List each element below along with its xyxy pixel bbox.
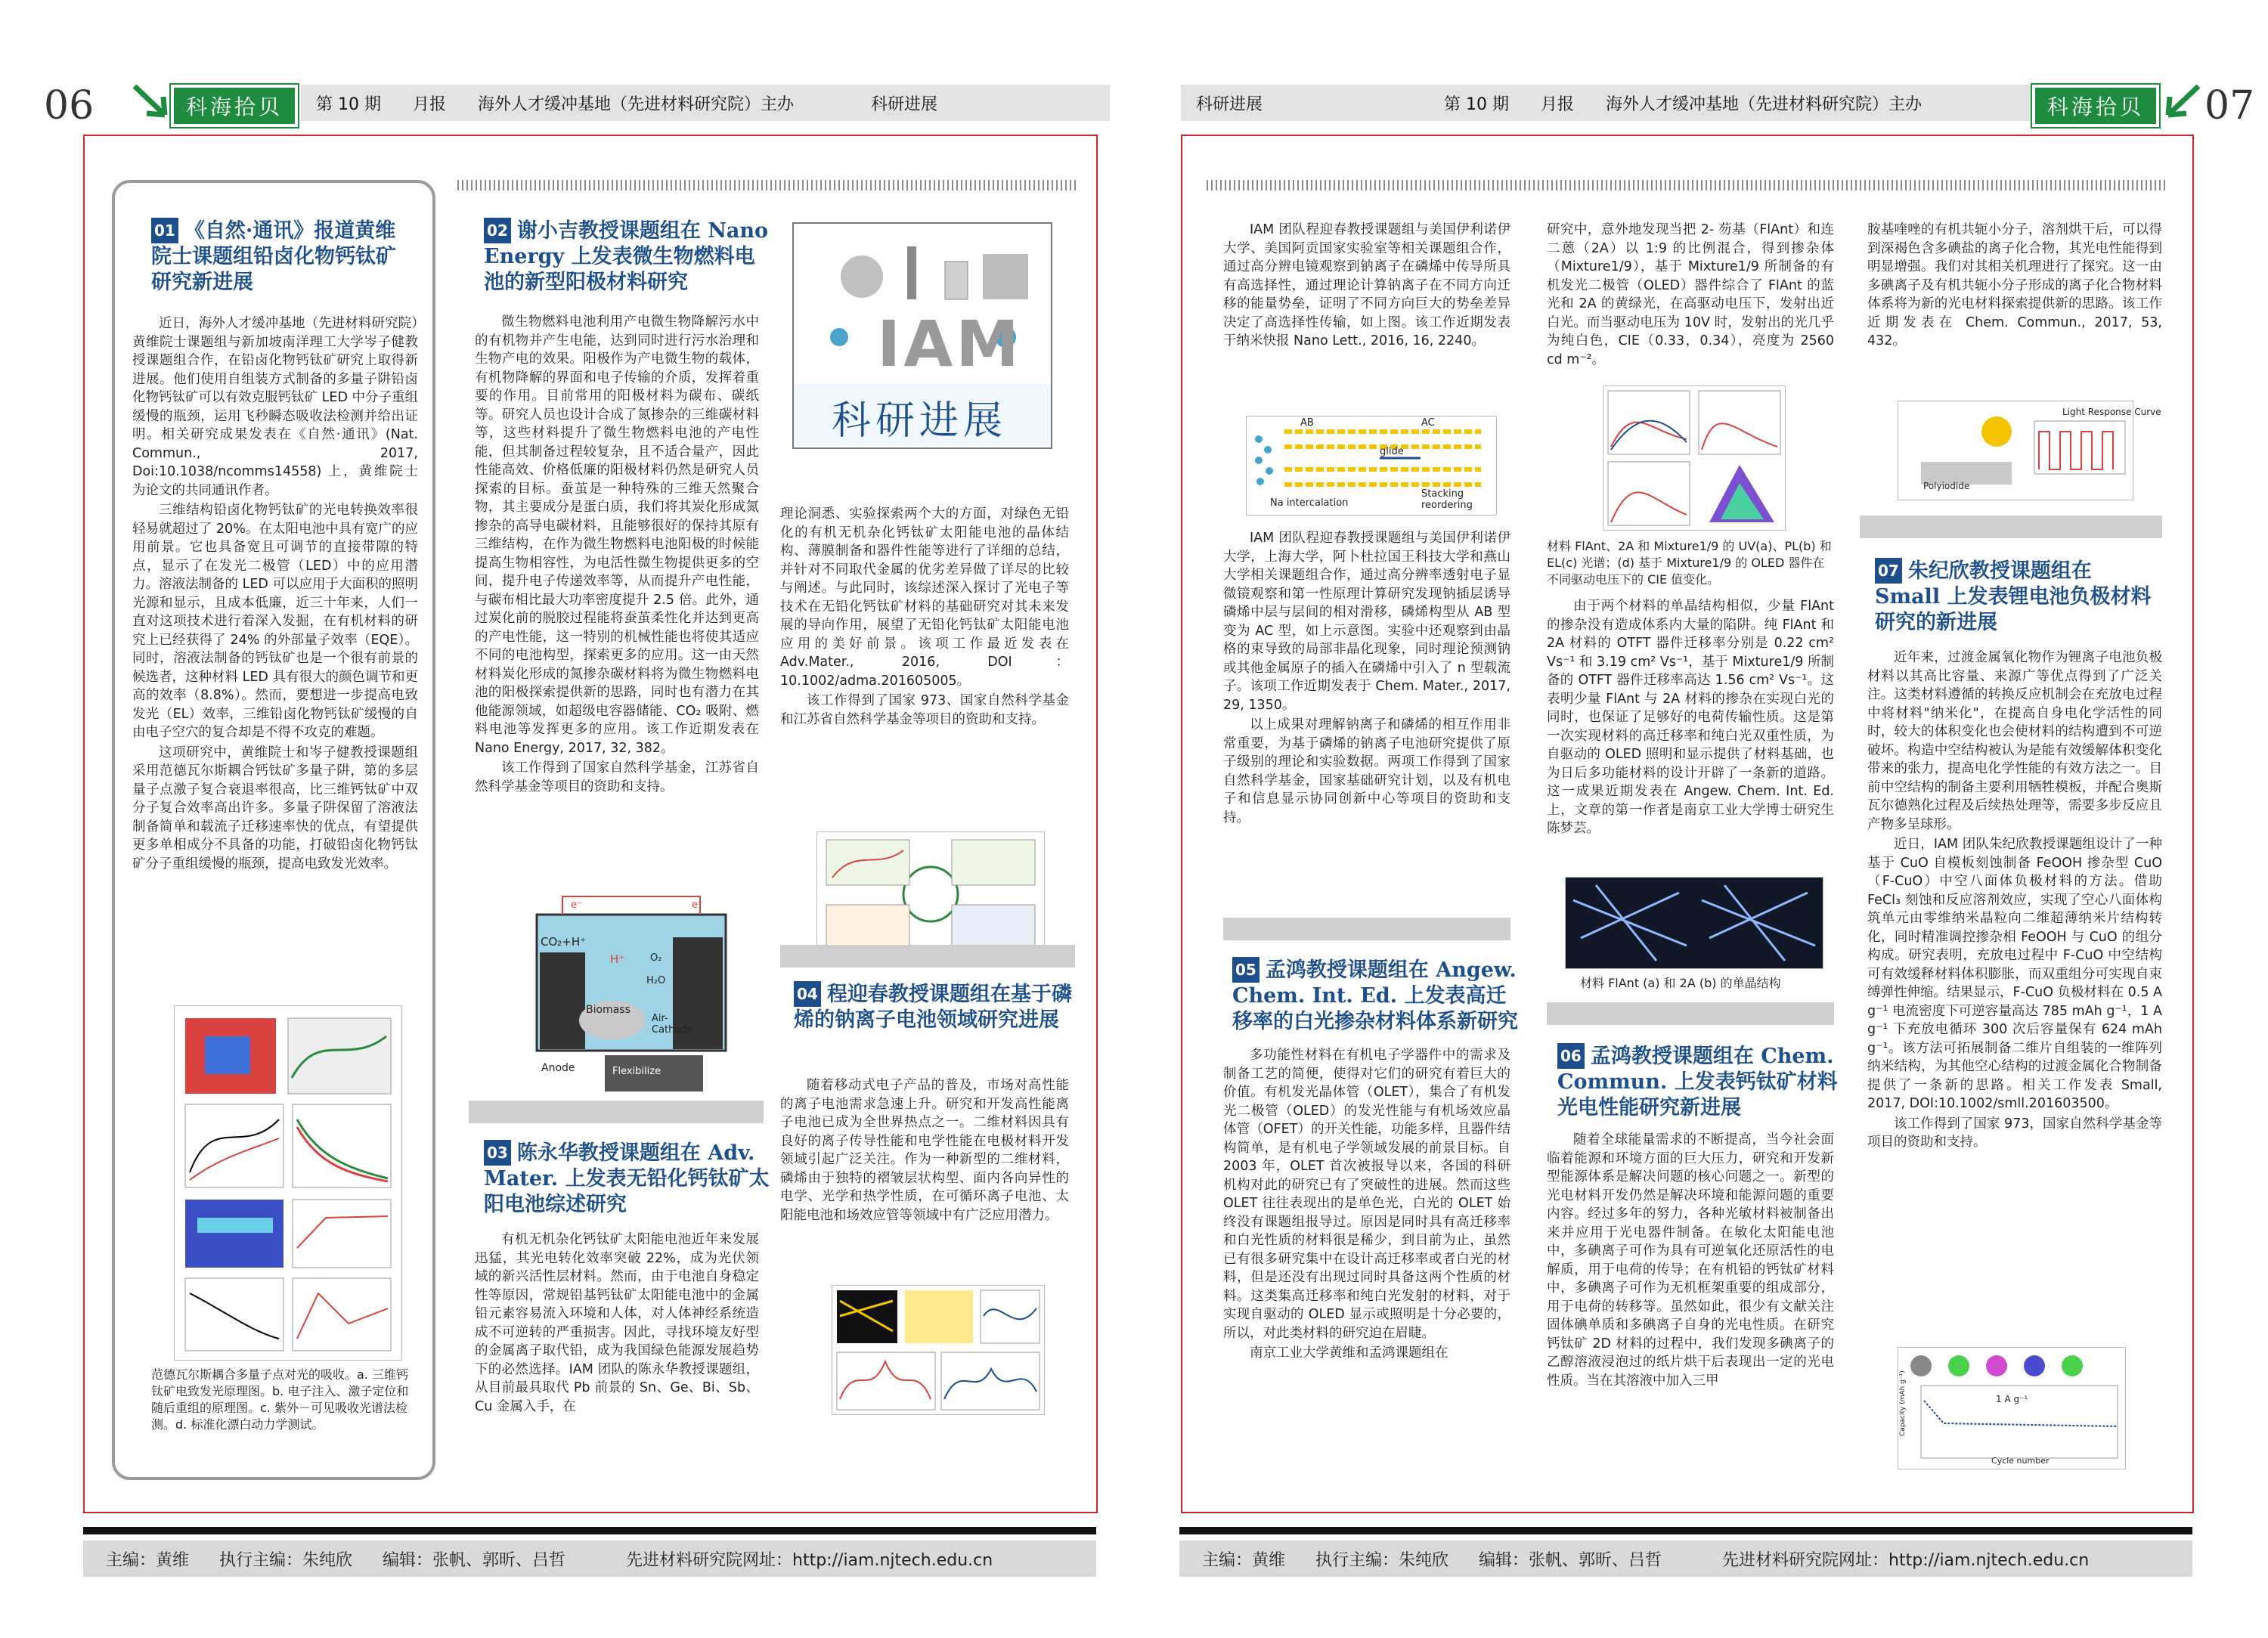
executive-editor: 执行主编：朱纯欣 bbox=[1315, 1550, 1449, 1570]
article-badge: 03 bbox=[484, 1140, 511, 1166]
gray-divider bbox=[780, 945, 1075, 968]
page-number: 06 bbox=[44, 83, 94, 129]
gray-divider bbox=[1223, 918, 1510, 940]
sponsor: 海外人才缓冲基地（先进材料研究院）主办 bbox=[478, 94, 795, 114]
fig-label-glide: glide bbox=[1380, 446, 1404, 457]
website-link[interactable]: 先进材料研究院网址：http://iam.njtech.edu.cn bbox=[626, 1550, 993, 1570]
paragraph: 微生物燃料电池利用产电微生物降解污水中的有机物并产生电能，达到同时进行污水治理和生物产电的效果。阳极作为产电微生物的载体，有机物降解的界面和电子传输的介质，发挥着重要的作用。目前常用的阳极材料为碳布、碳纸等。研究人员也设计合成了氮掺杂的三维碳材料等，这些材料提升了微生物燃料电池的产电性能，但其制备过程较复杂，且不适合量产，因此性能高效、价格低廉的阳极材料仍然是研究人员探索的目标。蚕茧是一种特殊的三维天然聚合物，其主要成分是蛋白质，我们将其炭化形成氮掺杂的高导电碳材料，且能够很好的保持其原有三维结构，在作为微生物燃料电池阳极的时候能提高生物相容性，为电活性微生物提供更多的空间，提升电子传递效率等，从而提升产电性能，与碳布相比最大功率密度提升 2.5 倍。此外，通过炭化前的脱胶过程能将蚕茧柔性化并达到更高的产电性能，这一特别的机械性能也将使其适应不同的电池构型，探索更多的应用。这一由天然材料炭化形成的氮掺杂碳材料将为微生物燃料电池的阳极探索提供新的思路，同时也有潜力在其他能源领域，如超级电容器储能、CO₂ 吸附、燃料电池等发挥更多的应用。该工作近期发表在 Nano Energy, 2017, 32, 382。 bbox=[475, 314, 759, 756]
fig-label-hplus: H⁺ bbox=[610, 952, 625, 966]
editor-in-chief: 主编：黄维 bbox=[106, 1550, 190, 1570]
fig-label-cathode: Air-Cathode bbox=[652, 1013, 693, 1036]
paragraph: 多功能性材料在有机电子学器件中的需求及制备工艺的简便，使得对它们的研究有着巨大的价值。有机发光晶体管（OLET），集合了有机发光二极管（OLED）的发光性能与有机场效应晶体管（OFET）的开关性能，功能多样，且器件结构简单，是有机电子学领域发展的前景目标。自 2003 年，OLET 首次被报导以来，各国的科研机构对此的研究已有了突破性的进展。然而这些 OLET 往往表现出的是单色光，白光的 OLET 始终没有课题组报导过。原因是同时具有高迁移率和白光性质的材料很是稀少，到目前为止，虽然已有很多研究集中在设计高迁移率或者白光的材料，但是还没有出现过同时具备这两个性质的材料。这类集高迁移率和纯白光发射的材料，对于实现自驱动的 OLED 显示或照明是十分必要的，所以，对此类材料的研究迫在眉睫。 bbox=[1223, 1048, 1510, 1341]
column-1-body-2 bbox=[1223, 529, 1510, 828]
fig-label-current: 1 A g⁻¹ bbox=[1996, 1394, 2028, 1404]
article-badge: 07 bbox=[1875, 558, 1902, 584]
section-name: 科研进展 bbox=[1196, 94, 1263, 114]
fig-label-ac: AC bbox=[1421, 417, 1435, 429]
title-text: 程迎春教授课题组在基于磷烯的钠离子电池领域研究进展 bbox=[794, 983, 1072, 1032]
paragraph: 理论洞悉、实验探索两个大的方面，对绿色无铅化的有机无机杂化钙钛矿太阳能电池的晶体结构、薄膜制备和器件性能等进行了详细的总结，并针对不同取代金属的优劣差异做了详尽的比较与阐述。与此同时，该综述深入探讨了光电子等技术在无铅化钙钛矿材料的基础研究对其未来发展的导向作用，展望了无铅化钙钛矿太阳能电池应用的美好前景。该项工作最近发表在 Adv.Mater., 2016, DOI：10.1002/adma.201605005。 bbox=[780, 506, 1069, 689]
figure-spectra bbox=[1603, 386, 1786, 531]
footer-band bbox=[83, 1527, 1096, 1534]
column-logo: 科海拾贝 bbox=[171, 85, 298, 127]
fig-label-polyiodide: Polyiodide bbox=[1923, 481, 1970, 491]
article-badge: 02 bbox=[484, 218, 511, 243]
paragraph: 近日，IAM 团队朱纪欣教授课题组设计了一种基于 CuO 自模板刻蚀制备 FeOOH 掺杂型 CuO（F-CuO）中空八面体负极材料的方法。借助 FeCl₃ 刻蚀和反应溶剂效应，实现了空心八面体构筑单元由零维纳米晶粒向二维超薄纳米片结构转化，同时精准调控掺杂相 FeOOH 与 CuO 的组分构成。研究表明，充放电过程中 F-CuO 中空结构可有效缓释材料体积膨胀，而双重组分可实现自束缚弹性伸缩。结果显示，F-CuO 负极材料在 0.5 A g⁻¹ 电流密度下可逆容量高达 785 mAh g⁻¹，1 A g⁻¹ 下充放电循环 300 次后容量保有 624 mAh g⁻¹。该方法可拓展制备二维片自组装的一维阵列纳米结构，为其他空心结构的过渡金属化合物制备提供了一条新的思路。相关工作发表 Small, 2017, DOI:10.1002/smll.201603500。 bbox=[1867, 837, 2162, 1111]
article-01-body bbox=[132, 314, 418, 875]
title-text: 孟鸿教授课题组在 Chem. Commun. 上发表钙钛矿材料光电性能研究新进展 bbox=[1557, 1045, 1838, 1119]
paragraph: 近日，海外人才缓冲基地（先进材料研究院）黄维院士课题组与新加坡南洋理工大学岑子健教授课题组合作，在铅卤化物钙钛矿研究上取得新进展。他们使用自组装方式制备的多量子阱铅卤化物钙钛矿可以有效克服钙钛矿 LED 中分子重组缓慢的瓶颈，运用飞秒瞬态吸收法检测并给出证明。相关研究成果发表在《自然·通讯》(Nat. Commun., 2017, Doi:10.1038/ncomms14558) 上，黄维院士为论文的共同通讯作者。 bbox=[132, 316, 418, 498]
fig-label-stacking: Stacking reordering bbox=[1421, 488, 1473, 511]
fig-label-na: Na intercalation bbox=[1270, 497, 1349, 509]
article-badge: 01 bbox=[151, 218, 178, 243]
gray-divider bbox=[1860, 516, 2162, 538]
paragraph: 这项研究中，黄维院士和岑子健教授课题组采用范德瓦尔斯耦合钙钛矿多量子阱，第的多层量子点激子复合衰退率很高，比三维钙钛矿中双分子复合效率高出许多。多量子阱保留了溶液法制备简单和载流子迁移速率快的优点，有望提供更多单相成分不具备的功能，打破铅卤化物钙钛矿分子重组缓慢的瓶颈，提高电致发光效率。 bbox=[132, 745, 418, 872]
header-bar bbox=[301, 85, 1110, 121]
article-07-title bbox=[1875, 558, 2162, 636]
fig-label-anode: Anode bbox=[541, 1062, 575, 1074]
fig-label-x: Cycle number bbox=[1991, 1456, 2050, 1466]
article-badge: 05 bbox=[1232, 957, 1259, 983]
article-03-continued bbox=[780, 505, 1069, 730]
article-badge: 04 bbox=[794, 981, 821, 1007]
figure-phosphorene bbox=[832, 1285, 1045, 1415]
article-02-title bbox=[484, 218, 771, 296]
article-07-body bbox=[1867, 649, 2162, 1153]
section-title-box bbox=[792, 222, 1052, 449]
fig-label-flexibilize: Flexibilize bbox=[612, 1066, 662, 1077]
paragraph: 以上成果对理解钠离子和磷烯的相互作用非常重要，为基于磷烯的钠离子电池研究提供了原子级别的理论和实验数据。两项工作得到了国家自然科学基金，国家基础研究计划，以及有机电子和信息显示协同创新中心等项目的资助和支持。 bbox=[1223, 717, 1510, 825]
article-06-title bbox=[1557, 1043, 1845, 1121]
footer-bar bbox=[1179, 1540, 2192, 1577]
report-type: 月报 bbox=[412, 94, 446, 114]
editors: 编辑：张帆、郭昕、吕哲 bbox=[1479, 1550, 1662, 1570]
paragraph: 有机无机杂化钙钛矿太阳能电池近年来发展迅猛，其光电转化效率突破 22%，成为光伏领域的新兴活性层材料。然而，由于电池自身稳定性等原因，常规铅基钙钛矿太阳能电池中的金属铅元素容易流入环境和人体，对人体神经系统造成不可逆转的严重损害。因此，寻找环境友好型的金属离子取代铅，成为我国绿色能源发展趋势下的必然选择。IAM 团队的陈永华教授课题组，从目前最具取代 Pb 前景的 Sn、Ge、Bi、Sb、Cu 金属入手，在 bbox=[475, 1232, 759, 1414]
paragraph: 胺基喹唑的有机共轭小分子，溶剂烘干后，可以得到深褐色含多碘盐的离子化合物，其光电性能得到明显增强。我们对其相关机理进行了探究。这一由多碘离子及有机共轭小分子形成的离子化合物材料体系将为新的光电材料探索提供新的思路。该工作近期发表在 Chem. Commun., 2017, 53, 432。 bbox=[1867, 222, 2162, 348]
paragraph: IAM 团队程迎春教授课题组与美国伊利诺伊大学，上海大学，阿卜杜拉国王科技大学和燕山大学相关课题组合作，通过高分辨率透射电子显微镜观察和第一性原理计算研究发现钠插层诱导磷烯中层与层间的相对滑移，磷烯构型从 AB 型变为 AC 型，如上示意图。实验中还观察到由晶格的束导致的局部非晶化现象，同时理论预测钠或其他金属原子的插入在磷烯中引入了 n 型载流子。该项工作近期发表于 Chem. Mater., 2017, 29, 1350。 bbox=[1223, 531, 1510, 713]
fig-label-o2: O₂ bbox=[650, 952, 662, 964]
title-text: 朱纪欣教授课题组在 Small 上发表锂电池负极材料研究的新进展 bbox=[1875, 559, 2152, 634]
paragraph: 三维结构铅卤化物钙钛矿的光电转换效率很轻易就超过了 20%。在太阳电池中具有宽广的应用前景。它也具备宽且可调节的直接带隙的特点，显示了在发光二极管（LED）中的应用潜力。溶液法制备的 LED 可以应用于大面积的照明光源和显示，且成本低廉，近三十年来，人们一直对这项技术进行着深入发掘，在有机材料的研究上已经获得了 24% 的外部量子效率（EQE）。同时，溶液法制备的钙钛矿也是一个很有前景的候选者，这种材料 LED 具有很大的颜色调节和更高的效率（8.8%）。然而，要想进一步提高电致发光（EL）效率，三维铅卤化物钙钛矿缓慢的自由电子空穴的复合却是不得不攻克的难题。 bbox=[132, 503, 418, 740]
arrow-down-left-icon bbox=[2158, 79, 2206, 124]
arrow-down-right-icon bbox=[127, 79, 175, 124]
editor-in-chief: 主编：黄维 bbox=[1202, 1550, 1286, 1570]
executive-editor: 执行主编：朱纯欣 bbox=[219, 1550, 353, 1570]
fig-label-biomass: Biomass bbox=[586, 1004, 631, 1016]
right-page bbox=[1134, 0, 2268, 1638]
paragraph: 研究中，意外地发现当把 2- 芴基（FlAnt）和连二蒽（2A）以 1:9 的比例混合，得到掺杂体（Mixture1/9），基于 Mixture1/9 所制备的有机发光二极管（OLED）器件综合了 FlAnt 的蓝光和 2A 的黄绿光，在高驱动电压下，发射出近白光。而当驱动电压为 10V 时，发射出的光几乎为纯白色，CIE（0.33，0.34），亮度为 2560 cd m⁻²。 bbox=[1547, 222, 1834, 367]
paragraph: 南京工业大学黄维和孟鸿课题组在 bbox=[1250, 1345, 1448, 1361]
stripe-divider bbox=[457, 180, 1077, 190]
article-badge: 06 bbox=[1557, 1043, 1585, 1069]
stripe-divider bbox=[1207, 180, 2168, 190]
figure-perovskite bbox=[174, 1005, 402, 1361]
column-logo: 科海拾贝 bbox=[2032, 85, 2159, 127]
fig-label-y: Capacity (mAh g⁻¹) bbox=[1899, 1370, 1907, 1436]
fig-label-ab: AB bbox=[1300, 417, 1314, 429]
article-05-body bbox=[1223, 1046, 1510, 1364]
section-title: 科研进展 bbox=[832, 398, 1008, 444]
iam-letters: IAM bbox=[877, 307, 1022, 381]
fig-label-eq: CO₂+H⁺ bbox=[541, 935, 587, 949]
editors: 编辑：张帆、郭昕、吕哲 bbox=[383, 1550, 566, 1570]
figure-caption: 范德瓦尔斯耦合多量子点对光的吸收。a. 三维钙钛矿电致发光原理图。b. 电子注入、激子定位和随后重组的原理图。c. 紫外－可见吸收光谱法检测。d. 标准化漂白动力学测试。 bbox=[151, 1367, 409, 1432]
paragraph: 随着全球能量需求的不断提高，当今社会面临着能源和环境方面的巨大压力，研究和开发新型能源体系是解决问题的核心问题之一。新型的光电材料开发仍然是解决环境和能源问题的重要内容。经过多年的努力，各种光敏材料被制备出来并应用于光电器件制备。在敏化太阳能电池中，多碘离子可作为具有可逆氧化还原活性的电解质，用于电荷的传导；在有机铅的钙钛矿材料中，多碘离子可作为无机框架重要的组成部分，用于电荷的转移等。虽然如此，很少有文献关注固体碘单质和多碘离子自身的光电性质。在研究钙钛矿 2D 材料的过程中，我们发现多碘离子的乙醇溶液浸泡过的纸片烘干后表现出一定的光电性质。当在其溶液中加入三甲 bbox=[1547, 1132, 1834, 1389]
sponsor: 海外人才缓冲基地（先进材料研究院）主办 bbox=[1606, 94, 1923, 114]
article-04-body bbox=[780, 1076, 1069, 1226]
fig-label-e-left: e⁻ bbox=[571, 900, 582, 911]
figure-caption: 材料 FlAnt (a) 和 2A (b) 的单晶结构 bbox=[1580, 976, 1781, 990]
paragraph: 该工作得到了国家 973，国家自然科学基金等项目的资助和支持。 bbox=[1867, 1116, 2162, 1150]
title-text: 谢小吉教授课题组在 Nano Energy 上发表微生物燃料电池的新型阳极材料研究 bbox=[484, 219, 769, 294]
header-bar bbox=[1181, 85, 2034, 121]
article-02-body bbox=[475, 313, 759, 797]
report-type: 月报 bbox=[1541, 94, 1575, 114]
article-03-title bbox=[484, 1140, 771, 1218]
article-05-title bbox=[1232, 957, 1520, 1035]
paragraph: 该工作得到了国家自然科学基金，江苏省自然科学基金等项目的资助和支持。 bbox=[475, 760, 759, 794]
fig-label-e-right: e⁻ bbox=[692, 900, 703, 911]
footer-bar bbox=[83, 1540, 1096, 1577]
paragraph: 该工作得到了国家 973、国家自然科学基金和江苏省自然科学基金等项目的资助和支持。 bbox=[780, 693, 1069, 727]
section-name: 科研进展 bbox=[871, 94, 938, 114]
title-text: 孟鸿教授课题组在 Angew. Chem. Int. Ed. 上发表高迁移率的白光掺杂材料体系新研究 bbox=[1232, 958, 1518, 1033]
paragraph: 近年来，过渡金属氧化物作为锂离子电池负极材料以其高比容量、来源广等优点得到了广泛关注。这类材料遵循的转换反应机制会在充放电过程中将材料"纳米化"，在提高自身电化学活性的同时，较大的体积变化也会使材料的结构遭到不可逆破坏。构造中空结构被认为是能有效缓解体积变化带来的张力，提高电化学性能的有效方法之一。目前中空结构的制备主要利用牺牲模板，并配合奥斯瓦尔德熟化过程及后续热处理等，需要多步反应且产物多呈球形。 bbox=[1867, 650, 2162, 832]
column-1-body bbox=[1223, 221, 1510, 352]
fig-label-h2o: H₂O bbox=[646, 975, 666, 986]
column-3-body bbox=[1867, 221, 2162, 352]
title-text: 《自然·通讯》报道黄维院士课题组铅卤化物钙钛矿研究新进展 bbox=[151, 219, 396, 294]
paragraph: 随着移动式电子产品的普及，市场对高性能的离子电池需求急速上升。研究和开发高性能离子电池已成为全世界热点之一。二维材料因具有良好的离子传导性能和电学性能在电极材料开发领域引起广泛关注。作为一种新型的二维材料，磷烯由于独特的褶皱层状构型、面内各向异性的电学、光学和热学性质，在可循环离子电池、太阳能电池和场效应管等领域中有广泛应用潜力。 bbox=[780, 1078, 1069, 1223]
article-06-body bbox=[1547, 1131, 1834, 1392]
gray-divider bbox=[469, 1101, 764, 1123]
paragraph: IAM 团队程迎春教授课题组与美国伊利诺伊大学、美国阿贡国家实验室等相关课题组合作，通过高分辨电镜观察到钠离子在磷烯中传导所具有高选择性，通过理论计算钠离子在不同方向迁移的能量势垒，证明了不同方向巨大的势垒差异决定了高选择性传输，如上图。该工作近期发表于纳米快报 Nano Lett., 2016, 16, 2240。 bbox=[1223, 222, 1510, 348]
paragraph: 由于两个材料的单晶结构相似，少量 FlAnt 的掺杂没有造成体系内大量的陷阱。纯 FlAnt 和 2A 材料的 OTFT 器件迁移率分别是 0.22 cm² Vs⁻¹ 和 3.19 cm² Vs⁻¹，基于 Mixture1/9 所制备的 OTFT 器件迁移率高达 1.56 cm² Vs⁻¹。这表明少量 FlAnt 与 2A 材料的掺杂在实现白光的同时，也保证了足够好的电荷传输性质。这是第一次实现材料的高迁移率和纯白光双重性质，为自驱动的 OLED 照明和显示提供了材料基础，也为日后多功能材料的设计开辟了一条新的道路。这一成果近期发表在 Angew. Chem. Int. Ed. 上，文章的第一作者是南京工业大学博士研究生陈梦芸。 bbox=[1547, 599, 1834, 836]
issue-number: 第 10 期 bbox=[1444, 94, 1509, 114]
article-01-title bbox=[151, 218, 408, 296]
article-03-body bbox=[475, 1231, 759, 1417]
website-link[interactable]: 先进材料研究院网址：http://iam.njtech.edu.cn bbox=[1722, 1550, 2090, 1570]
issue-number: 第 10 期 bbox=[316, 94, 381, 114]
fig-title: Light Response Curve bbox=[2062, 407, 2161, 417]
title-text: 陈永华教授课题组在 Adv. Mater. 上发表无铅化钙钛矿太阳电池综述研究 bbox=[484, 1141, 770, 1216]
column-2-body bbox=[1547, 221, 1834, 370]
gray-divider bbox=[1547, 1002, 1834, 1025]
figure-lead-free bbox=[816, 831, 1045, 957]
column-2-body-2 bbox=[1547, 597, 1834, 840]
figure-caption: 材料 FlAnt、2A 和 Mixture1/9 的 UV(a)、PL(b) 和 EL(c) 光谱；(d) 基于 Mixture1/9 的 OLED 器件在不同驱动电压下的 CIE 值变化。 bbox=[1547, 539, 1832, 587]
page-number: 07 bbox=[2204, 83, 2255, 129]
article-04-title bbox=[794, 981, 1081, 1033]
figure-cycling bbox=[1898, 1347, 2126, 1469]
figure-crystal-structure bbox=[1565, 877, 1823, 969]
footer-band bbox=[1179, 1527, 2192, 1534]
